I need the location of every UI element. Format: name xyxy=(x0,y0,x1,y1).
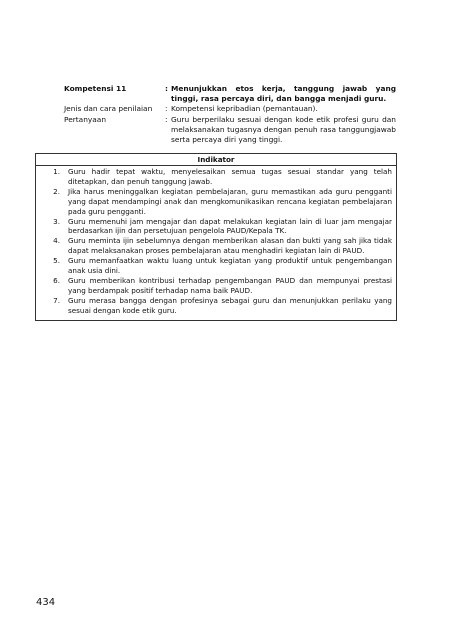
page-number: 434 xyxy=(36,597,56,608)
indicator-list xyxy=(36,166,396,320)
indicator-header: Indikator xyxy=(36,154,396,166)
colon: : xyxy=(165,104,168,114)
indicator-number: 3. xyxy=(53,216,60,226)
indicator-item xyxy=(40,236,392,256)
colon: : xyxy=(165,84,168,93)
indicator-item xyxy=(40,187,392,217)
indicator-number: 1. xyxy=(53,167,60,176)
indicator-number: 5. xyxy=(53,256,60,266)
indicator-text: Guru meminta ijin sebelumnya dengan memberikan alasan dan bukti yang sah jika tidak dapat melaksanakan proses pembelajaran atau menghadiri kegiatan lain di PAUD. xyxy=(68,236,392,256)
indicator-item xyxy=(40,276,392,296)
indicator-text: Jika harus meninggalkan kegiatan pembelajaran, guru memastikan ada guru pengganti yang dapat mendampingi anak dan mengkomunikasikan rencana kegiatan pembelajaran pada guru pengganti. xyxy=(68,186,392,216)
indicator-text: Guru memberikan kontribusi terhadap pengembangan PAUD dan mempunyai prestasi yang berdampak positif terhadap nama baik PAUD. xyxy=(68,275,392,295)
competency-row xyxy=(64,84,396,104)
indicator-table xyxy=(35,153,397,321)
question-text: Guru berperilaku sesuai dengan kode etik profesi guru dan melaksanakan tugasnya dengan penuh rasa tanggungjawab serta percaya diri yang tinggi. xyxy=(171,114,396,145)
competency-info xyxy=(64,84,396,145)
indicator-text: Guru hadir tepat waktu, menyelesaikan semua tugas sesuai standar yang telah ditetapkan, dan penuh tanggung jawab. xyxy=(68,167,392,186)
indicator-item xyxy=(40,167,392,187)
competency-text: Menunjukkan etos kerja, tanggung jawab yang tinggi, rasa percaya diri, dan bangga menjadi guru. xyxy=(171,84,396,104)
question-label: Pertanyaan xyxy=(64,114,107,124)
indicator-text: Guru memenuhi jam mengajar dan dapat melakukan kegiatan lain di luar jam mengajar berdasarkan ijin dan persetujuan pengelola PAUD/Kepala TK. xyxy=(68,216,392,236)
indicator-text: Guru memanfaatkan waktu luang untuk kegiatan yang produktif untuk pengembangan anak usia dini. xyxy=(68,256,392,276)
indicator-item xyxy=(40,256,392,276)
question-row xyxy=(64,115,396,146)
indicator-number: 2. xyxy=(53,186,60,196)
indicator-number: 6. xyxy=(53,275,60,285)
assessment-type-label: Jenis dan cara penilaian xyxy=(64,104,153,114)
colon: : xyxy=(165,114,168,124)
indicator-item xyxy=(40,217,392,237)
assessment-type-text: Kompetensi kepribadian (pemantauan). xyxy=(171,104,318,114)
competency-label: Kompetensi 11 xyxy=(64,84,127,93)
indicator-item xyxy=(40,296,392,316)
indicator-number: 4. xyxy=(53,236,60,246)
indicator-text: Guru merasa bangga dengan profesinya sebagai guru dan menunjukkan perilaku yang sesuai dengan kode etik guru. xyxy=(68,295,392,315)
assessment-type-row xyxy=(64,104,396,114)
indicator-number: 7. xyxy=(53,295,60,305)
